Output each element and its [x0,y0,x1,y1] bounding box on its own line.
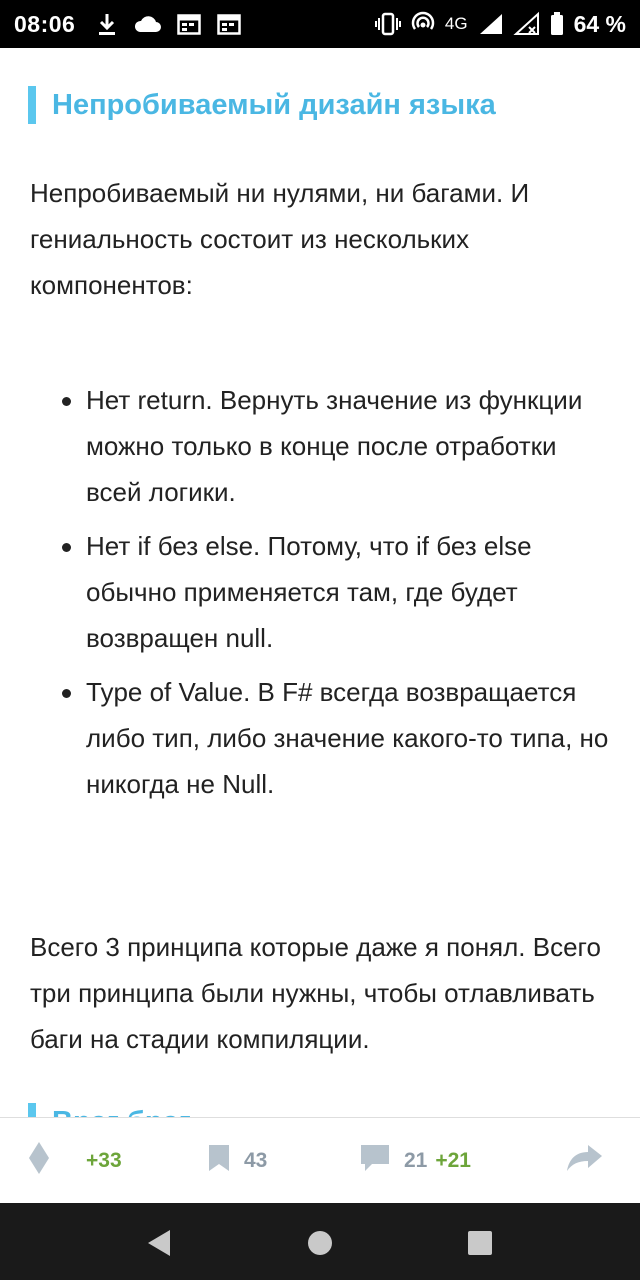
list-item [30,377,615,515]
list-item [30,523,615,661]
article-content [0,48,640,1117]
calendar-icon [177,13,201,35]
rating-value: +33 [86,1149,122,1172]
system-navigation-bar [0,1203,640,1280]
hotspot-icon [411,13,435,35]
signal-icon [514,13,540,35]
signal-icon [478,13,504,35]
network-type: 4G [444,14,468,33]
outro-paragraph: Всего 3 принципа которые даже я понял. Всего три принципа были нужны, чтобы отлавливать баги на стадии компиляции. [30,932,601,1054]
home-icon[interactable] [307,1229,333,1262]
heading-accent-bar [28,86,36,124]
bookmark-count: 43 [244,1149,268,1172]
download-icon [97,12,117,36]
recents-icon[interactable] [467,1230,493,1261]
battery-icon [550,12,564,36]
battery-percent: 64 % [573,10,626,37]
comment-count: 21 [404,1149,428,1172]
status-time: 08:06 [14,10,76,37]
bullet-icon [62,689,71,698]
share-icon [566,1144,604,1178]
bookmark-button[interactable] [208,1118,267,1204]
status-bar [0,0,640,48]
list-item-text: Нет if без else. Потому, что if без else обычно применяется там, где будет возвращен null. [86,531,532,653]
bullet-icon [62,543,71,552]
comments-button[interactable] [360,1118,471,1204]
article-action-bar [0,1117,640,1203]
share-button[interactable] [566,1118,604,1204]
intro-paragraph: Непробиваемый ни нулями, ни багами. И гениальность состоит из нескольких компонентов: [30,178,530,300]
vote-button[interactable] [28,1118,122,1204]
section-heading [28,85,496,125]
list-item-text: Нет return. Вернуть значение из функции можно только в конце после отработки всей логики. [86,385,583,507]
vibrate-icon [375,13,401,35]
cloud-icon [133,14,161,34]
principles-list [30,377,615,815]
bookmark-icon [208,1144,230,1178]
back-icon[interactable] [146,1229,172,1262]
bullet-icon [62,397,71,406]
list-item [30,669,615,807]
vote-icon [28,1141,50,1181]
calendar-icon [217,13,241,35]
list-item-text: Type of Value. В F# всегда возвращается либо тип, либо значение какого-то типа, но никогда не Null. [86,677,609,799]
section-heading-text: Непробиваемый дизайн языка [52,88,496,121]
comment-icon [360,1144,390,1178]
new-comment-count: +21 [435,1149,471,1172]
